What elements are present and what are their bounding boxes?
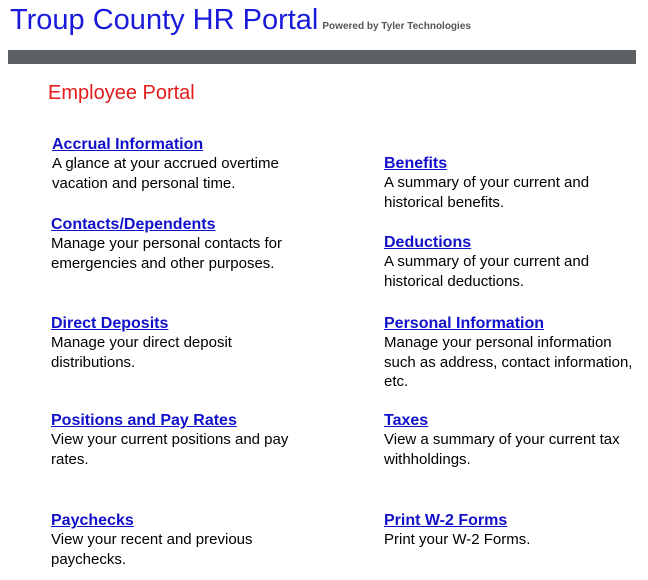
menu-item-contacts-dependents: [51, 215, 311, 273]
print-w2-forms-description: Print your W-2 Forms.: [384, 531, 531, 548]
portal-title: Troup County HR Portal: [10, 4, 319, 36]
menu-item-paychecks: [51, 511, 287, 569]
menu-item-accrual-information: [52, 135, 312, 193]
personal-information-link[interactable]: Personal Information: [384, 315, 545, 332]
benefits-description: A summary of your current and historical benefits.: [384, 174, 590, 211]
menu-item-benefits: [384, 154, 624, 212]
personal-information-description: Manage your personal information such as address, contact information, etc.: [384, 334, 633, 390]
menu-item-positions-and-pay-rates: [51, 411, 319, 469]
menu-item-print-w2-forms: [384, 511, 634, 550]
menu-item-deductions: [384, 233, 624, 291]
menu-item-direct-deposits: [51, 314, 281, 372]
taxes-link[interactable]: Taxes: [384, 412, 429, 429]
portal-header: [10, 2, 471, 42]
print-w2-forms-link[interactable]: Print W-2 Forms: [384, 512, 508, 529]
header-divider-bar: [8, 50, 636, 64]
contacts-dependents-link[interactable]: Contacts/Dependents: [51, 216, 216, 233]
positions-and-pay-rates-link[interactable]: Positions and Pay Rates: [51, 412, 237, 429]
menu-item-taxes: [384, 411, 646, 469]
contacts-dependents-description: Manage your personal contacts for emergencies and other purposes.: [51, 235, 282, 272]
benefits-link[interactable]: Benefits: [384, 155, 448, 172]
deductions-link[interactable]: Deductions: [384, 234, 472, 251]
section-title: Employee Portal: [48, 82, 195, 104]
paychecks-description: View your recent and previous paychecks.: [51, 531, 253, 568]
accrual-information-link[interactable]: Accrual Information: [52, 136, 204, 153]
positions-and-pay-rates-description: View your current positions and pay rates.: [51, 431, 289, 468]
taxes-description: View a summary of your current tax withholdings.: [384, 431, 620, 468]
powered-by-label: Powered by Tyler Technologies: [322, 21, 471, 32]
direct-deposits-link[interactable]: Direct Deposits: [51, 315, 169, 332]
paychecks-link[interactable]: Paychecks: [51, 512, 134, 529]
accrual-information-description: A glance at your accrued overtime vacation and personal time.: [52, 155, 279, 192]
menu-item-personal-information: [384, 314, 636, 392]
direct-deposits-description: Manage your direct deposit distributions.: [51, 334, 232, 371]
deductions-description: A summary of your current and historical deductions.: [384, 253, 590, 290]
